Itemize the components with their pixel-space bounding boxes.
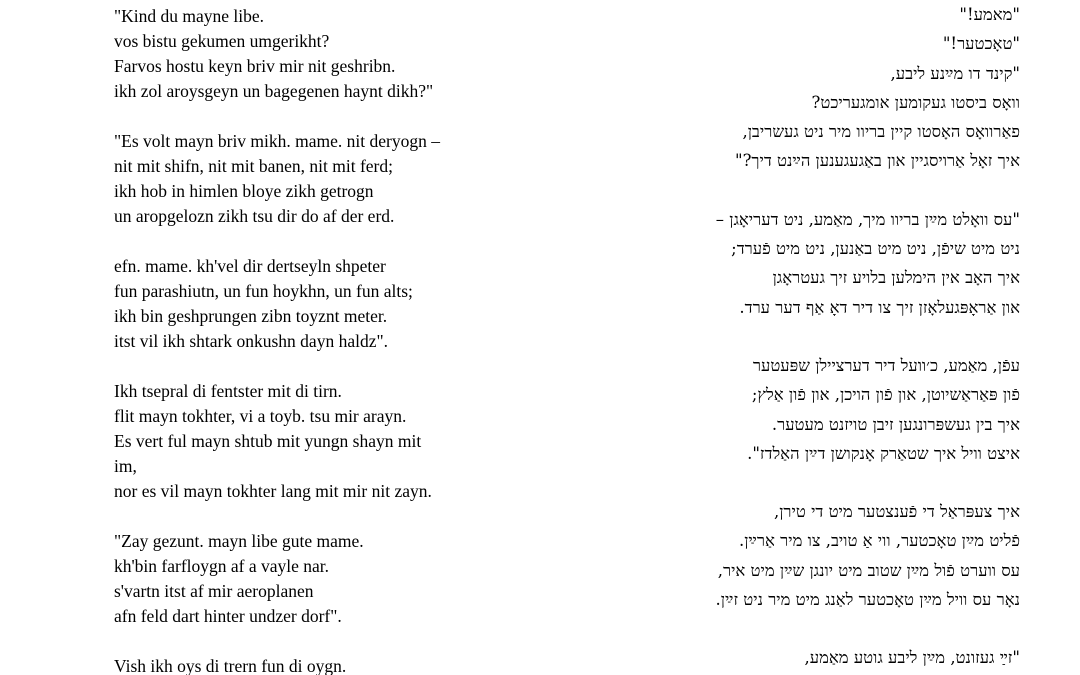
poem-line: Ikh tsepral di fentster mit di tirn.: [114, 381, 342, 401]
poem-line: Farvos hostu keyn briv mir nit geshribn.: [114, 56, 396, 76]
poem-line: איך בין געשפּרונגען זיבן טויזנט מעטער.: [771, 414, 1020, 434]
poem-line: im,: [114, 456, 137, 476]
poem-line: nor es vil mayn tokhter lang mit mir nit zayn.: [114, 481, 432, 501]
poem-line: afn feld dart hinter undzer dorf".: [114, 606, 342, 626]
poem-line: וואָס ביסטו געקומען אומגעריכט?: [811, 92, 1020, 112]
stanza-gap: [550, 468, 1020, 497]
poem-line: איך האָב אין הימלען בלויע זיך געטראָגן: [772, 268, 1020, 288]
poem-line: פֿון פּאַראַשיוטן, און פֿון הויכן, און פֿון אַלץ;: [751, 385, 1020, 405]
poem-line: "Kind du mayne libe.: [114, 6, 265, 26]
poem-line: "Zay gezunt. mayn libe gute mame.: [114, 531, 364, 551]
stanza-gap: [550, 176, 1020, 205]
hebrew-script-column: [550, 0, 1020, 673]
poem-line: un aropgelozn zikh tsu dir do af der erd.: [114, 206, 395, 226]
poem-line: ikh bin geshprungen zibn toyznt meter.: [114, 306, 388, 326]
poem-line: "זײַ געזונט, מײַן ליבע גוטע מאַמע,: [804, 648, 1020, 668]
poem-line: פֿליט מײַן טאָכטער, ווי אַ טויב, צו מיר אַרײַן.: [738, 531, 1020, 551]
poem-line: עס ווערט פֿול מײַן שטוב מיט יונגן שײַן מיט איר,: [717, 560, 1020, 580]
stanza-gap: [114, 104, 534, 129]
stanza: [550, 351, 1020, 468]
stanza-gap: [114, 504, 534, 529]
stanza: [114, 4, 534, 104]
poem-line: efn. mame. kh'vel dir dertseyln shpeter: [114, 256, 386, 276]
transliteration-column: [114, 4, 534, 675]
poem-line: fun parashiutn, un fun hoykhn, un fun alts;: [114, 281, 413, 301]
poem-line: Es vert ful mayn shtub mit yungn shayn mit: [114, 431, 422, 451]
poem-line: ניט מיט שיפֿן, ניט מיט באַנען, ניט מיט פֿערד;: [731, 239, 1020, 259]
poem-line: איך זאָל אַרויסגיין און באַגעגענען הײַנט דיך?": [734, 151, 1020, 171]
stanza-gap: [550, 614, 1020, 643]
poem-line: נאָר עס וויל מײַן טאָכטער לאַנג מיט מיר ניט זײַן.: [715, 590, 1020, 610]
stanza: [550, 643, 1020, 672]
poem-line: "קינד דו מײַנע ליבע,: [890, 63, 1020, 83]
poem-line: פאַרוואָס האָסטו קיין בריוו מיר ניט געשריבן,: [742, 122, 1020, 142]
poem-line: איך צעפּראַל די פֿענצטער מיט די טירן,: [773, 502, 1020, 522]
poem-line: flit mayn tokhter, vi a toyb. tsu mir arayn.: [114, 406, 407, 426]
poem-line: vos bistu gekumen umgerikht?: [114, 31, 330, 51]
stanza: [114, 529, 534, 629]
poem-line: itst vil ikh shtark onkushn dayn haldz".: [114, 331, 388, 351]
stanza-gap: [550, 322, 1020, 351]
poem-line: Vish ikh oys di trern fun di oygn.: [114, 656, 347, 675]
poem-line: "טאָכטער!": [942, 34, 1020, 54]
poem-line: kh'bin farfloygn af a vayle nar.: [114, 556, 330, 576]
poem-line: ikh zol aroysgeyn un bagegenen haynt dikh?": [114, 81, 434, 101]
poem-line: "עס וואָלט מײַן בריוו מיך, מאַמע, ניט דעריאָגן –: [715, 209, 1020, 229]
stanza: [114, 129, 534, 229]
stanza: [550, 497, 1020, 614]
poem-line: "Es volt mayn briv mikh. mame. nit deryogn –: [114, 131, 440, 151]
poem-line: און אַראָפּגעלאָזן זיך צו דיר דאָ אַף דער ערד.: [739, 297, 1020, 317]
stanza: [114, 379, 534, 504]
poem-line: nit mit shifn, nit mit banen, nit mit ferd;: [114, 156, 394, 176]
stanza: [550, 0, 1020, 176]
poem-line: איצט וויל איך שטאַרק אָנקושן דײַן האַלדז".: [747, 443, 1020, 463]
stanza: [114, 654, 534, 675]
stanza-gap: [114, 354, 534, 379]
poem-line: ikh hob in himlen bloye zikh getrogn: [114, 181, 374, 201]
poem-line: "מאמע!": [959, 5, 1020, 24]
stanza-gap: [114, 629, 534, 654]
poem-line: עפֿן, מאַמע, כ׳וועל דיר דערציילן שפּעטער: [752, 355, 1020, 375]
stanza: [114, 254, 534, 354]
stanza: [550, 205, 1020, 322]
stanza-gap: [114, 229, 534, 254]
poem-line: s'vartn itst af mir aeroplanen: [114, 581, 314, 601]
